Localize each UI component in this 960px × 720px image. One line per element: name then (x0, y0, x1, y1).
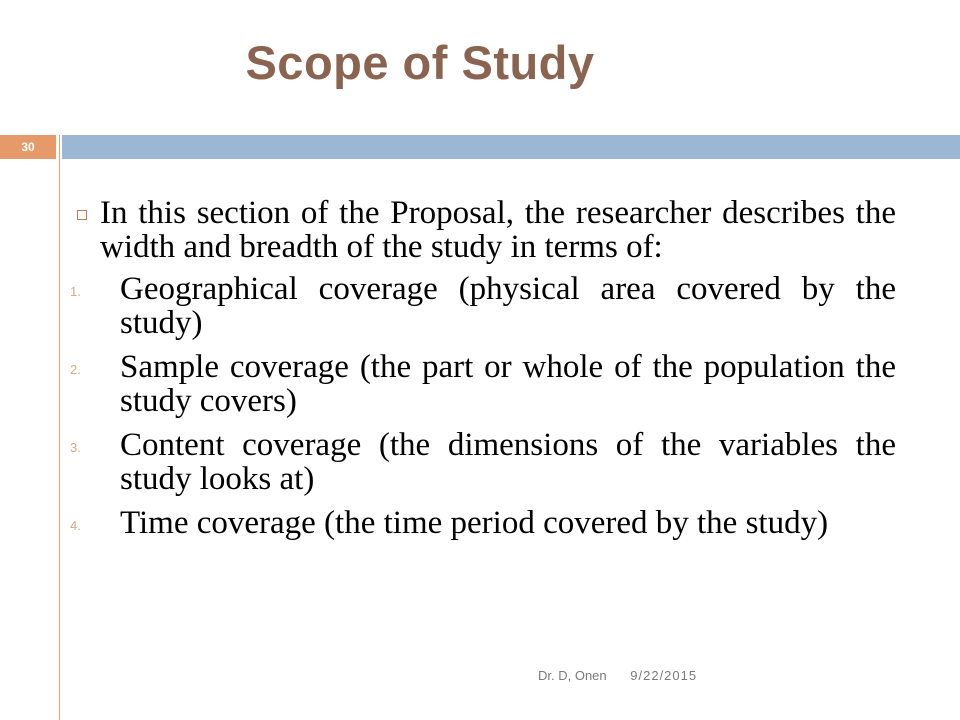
left-divider-line (59, 135, 60, 720)
list-item (70, 350, 896, 418)
list-item-text: Sample coverage (the part or whole of the population the study covers) (120, 349, 896, 419)
footer-date: 9/22/2015 (630, 668, 698, 683)
list-item-number: 3. (70, 440, 81, 455)
footer-author: Dr. D, Onen (538, 668, 607, 683)
square-bullet-icon (77, 210, 87, 220)
list-item-text: Geographical coverage (physical area covered by the study) (120, 271, 896, 341)
slide-title: Scope of Study (245, 36, 595, 89)
list-item-text: Time coverage (the time period covered by the study) (120, 505, 829, 541)
list-item-number: 1. (70, 284, 81, 299)
header-bar (62, 135, 960, 159)
list-item (70, 272, 896, 340)
slide-body (70, 196, 896, 550)
slide-footer (538, 668, 697, 683)
list-item-text: Content coverage (the dimensions of the variables the study looks at) (120, 427, 896, 497)
intro-paragraph (70, 196, 896, 264)
page-number-badge: 30 (0, 135, 56, 159)
intro-text: In this section of the Proposal, the researcher describes the width and breadth of the study in terms of: (100, 195, 896, 265)
list-item (70, 506, 896, 540)
list-item-number: 2. (70, 362, 81, 377)
list-item-number: 4. (70, 518, 81, 533)
list-item (70, 428, 896, 496)
